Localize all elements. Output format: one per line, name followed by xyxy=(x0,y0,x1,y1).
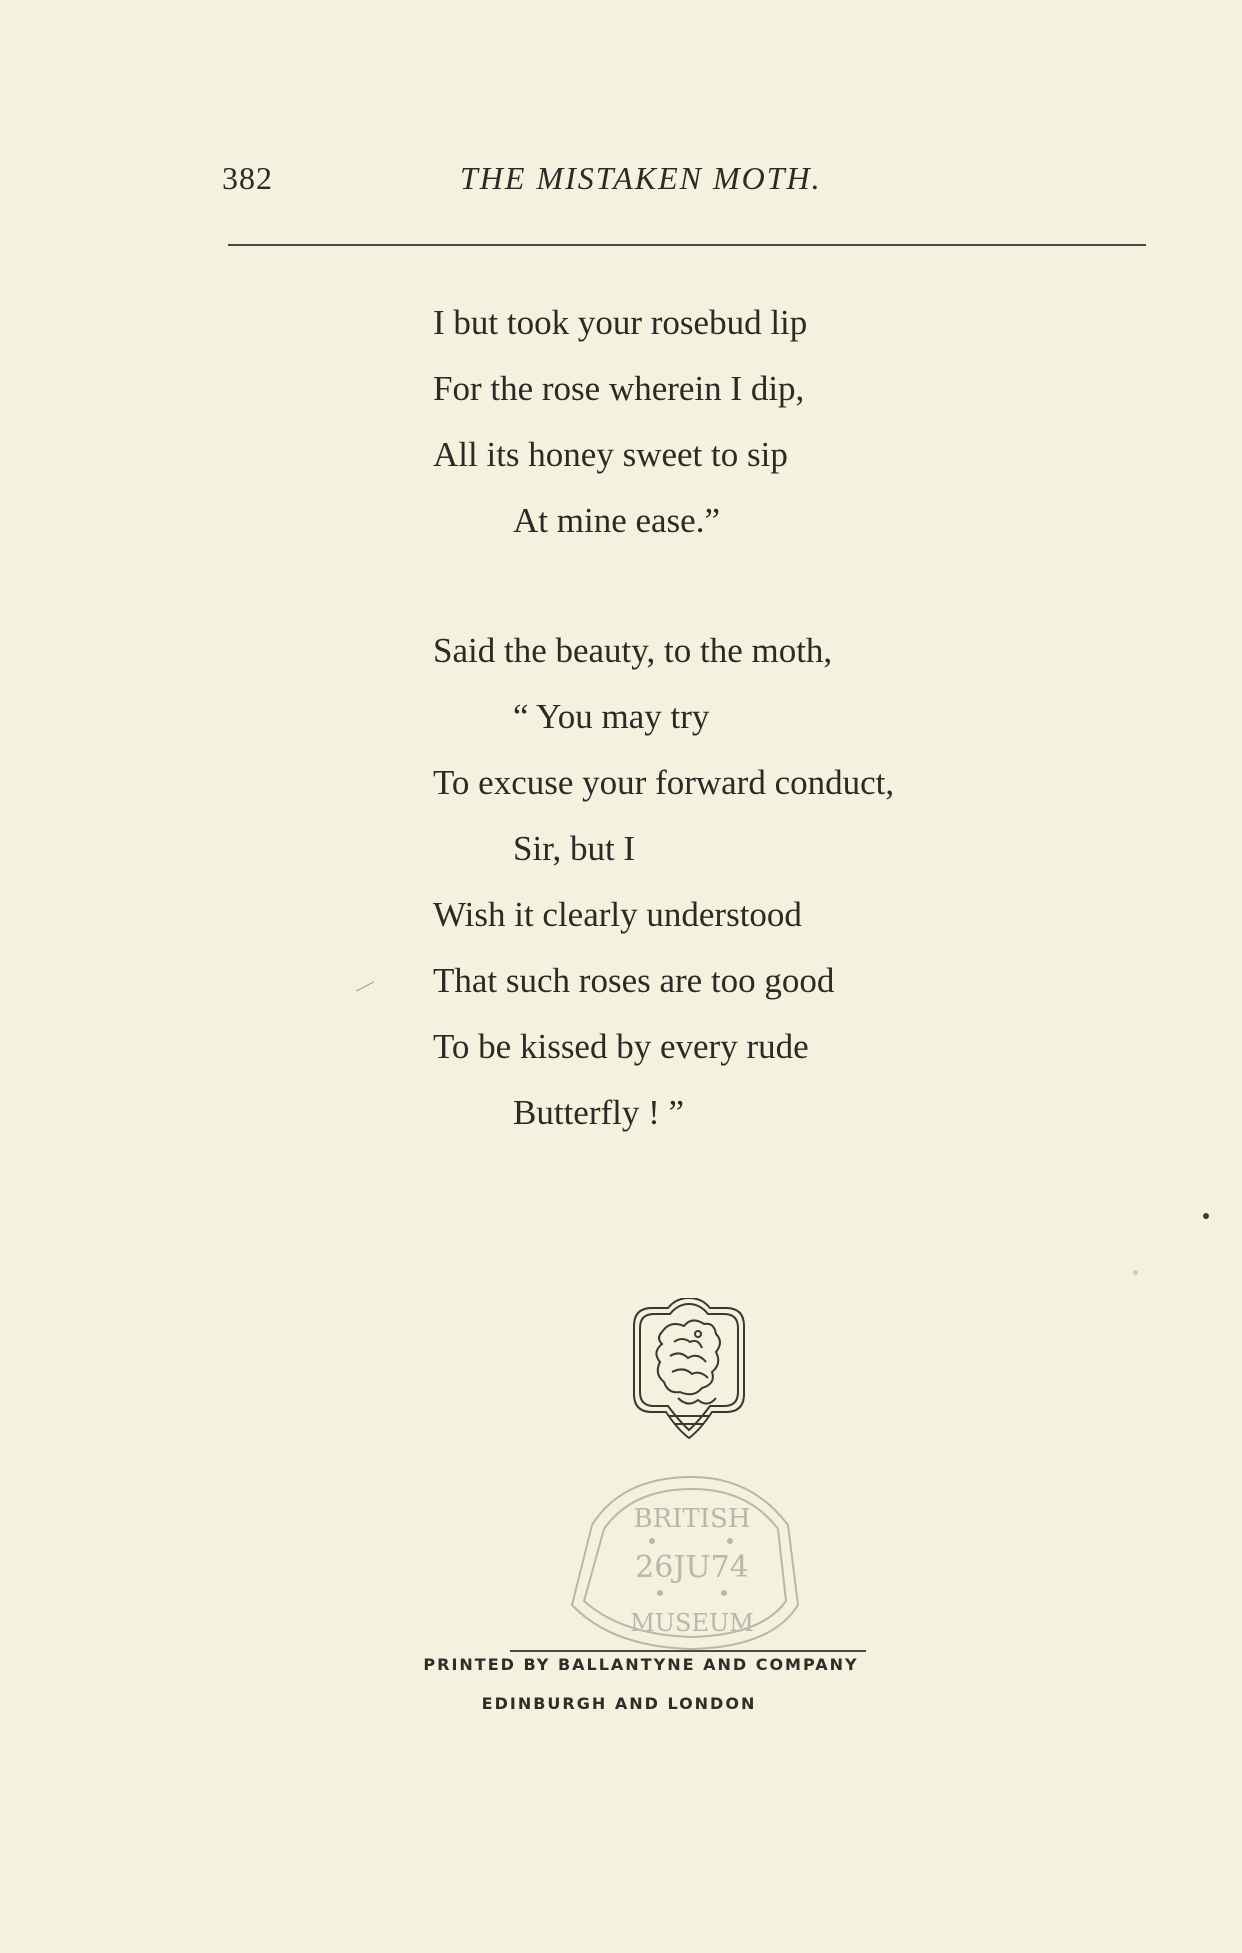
imprint-location: EDINBURGH AND LONDON xyxy=(481,1694,757,1713)
ink-speck xyxy=(1203,1213,1209,1219)
running-title: THE MISTAKEN MOTH. xyxy=(460,160,822,196)
poem-body xyxy=(433,290,894,1146)
poem-line: Said the beauty, to the moth, xyxy=(433,631,833,670)
poem-line: All its honey sweet to sip xyxy=(433,435,788,474)
header-rule xyxy=(228,244,1146,246)
stamp-date-text: 26JU74 xyxy=(635,1550,749,1585)
poem-line: Butterfly ! ” xyxy=(513,1093,685,1132)
poem-line: Wish it clearly understood xyxy=(433,895,802,934)
margin-mark xyxy=(356,981,374,991)
imprint-rule xyxy=(510,1650,866,1652)
printer-emblem-icon xyxy=(628,1298,750,1448)
library-stamp-icon xyxy=(552,1465,826,1650)
stamp-top-text: BRITISH xyxy=(633,1504,751,1534)
poem-line: I but took your rosebud lip xyxy=(433,303,808,342)
poem-line: To excuse your forward conduct, xyxy=(433,763,895,802)
poem-line: Sir, but I xyxy=(513,829,636,868)
stanza-break xyxy=(433,554,894,618)
stamp-bottom-text: MUSEUM xyxy=(630,1609,754,1637)
ink-speck xyxy=(1133,1270,1138,1275)
poem-line: “ You may try xyxy=(513,697,710,736)
poem-line: That such roses are too good xyxy=(433,961,835,1000)
imprint-printer: PRINTED BY BALLANTYNE AND COMPANY xyxy=(423,1655,859,1674)
poem-line: For the rose wherein I dip, xyxy=(433,369,805,408)
page-number: 382 xyxy=(222,160,273,196)
poem-line: To be kissed by every rude xyxy=(433,1027,809,1066)
poem-line: At mine ease.” xyxy=(513,501,720,540)
